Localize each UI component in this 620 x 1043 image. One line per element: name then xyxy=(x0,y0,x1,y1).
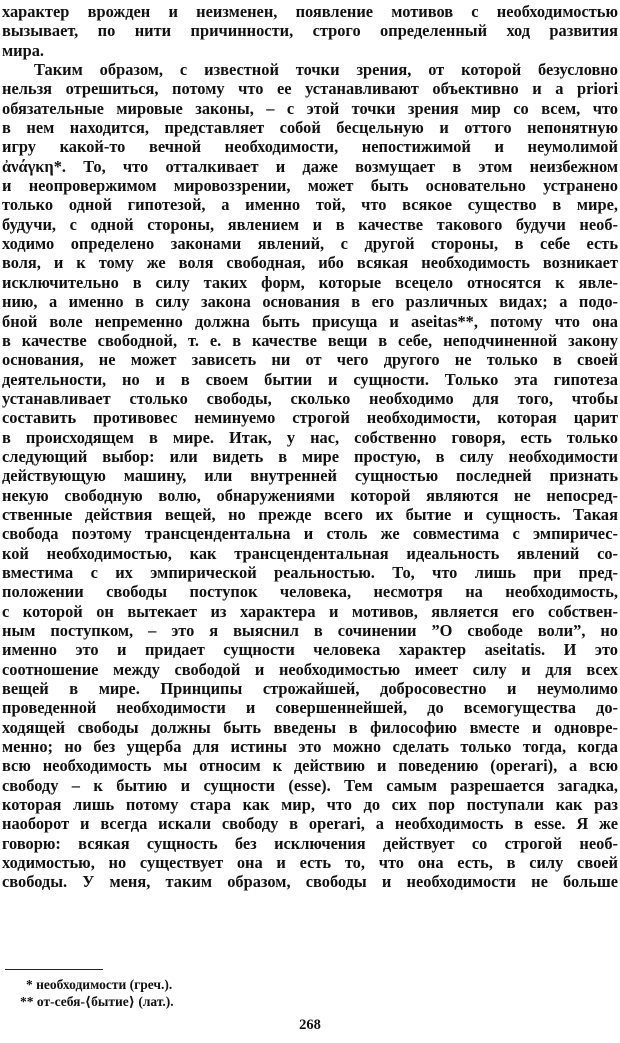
text-line: именно это и придает сущности человека характер aseitatis. И это xyxy=(2,640,618,660)
text-line: ным поступком, – это я выяснил в сочинении ”О свободе воли”, но xyxy=(2,621,618,640)
body-text xyxy=(2,2,618,892)
text-line: свободу – к бытию и сущности (esse). Тем самым разрешается загадка, xyxy=(2,775,618,795)
text-line: будучи, с одной стороны, явлением и в качестве такового будучи необ- xyxy=(2,214,618,234)
text-line: кой необходимостью, как трансцендентальная идеальность явлений со- xyxy=(2,543,618,563)
text-line: только одной гипотезой, а именно той, что всякое существо в мире, xyxy=(2,195,618,215)
text-line: ходимостью, но существует она и есть то, что она есть, в силу своей xyxy=(2,853,618,873)
text-line: характер врожден и неизменен, появление мотивов с необходимостью xyxy=(2,2,618,21)
text-line: следующий выбор: или видеть в мире простую, в силу необходимости xyxy=(2,446,618,466)
text-line: воля, и к тому же воля свободная, ибо всякая необходимость возникает xyxy=(2,253,618,273)
text-line: нию, а именно в силу закона основания в его различных видах; а подо- xyxy=(2,292,618,312)
text-line: положении свободы поступок человека, несмотря на необходимость, xyxy=(2,582,618,602)
text-line: вызывает, по нити причинности, строго определенный ход развития xyxy=(2,21,618,41)
footnote-2: ** от-себя-⟨бытие⟩ (лат.). xyxy=(20,994,174,1009)
text-line: исключительно в силу таких форм, которые всецело относятся к явле- xyxy=(2,272,618,292)
text-line: в происходящем в мире. Итак, у нас, собственно говоря, есть только xyxy=(2,427,618,447)
text-line: нельзя отрешиться, потому что ее устанавливают объективно и a priori xyxy=(2,79,618,99)
page-number: 268 xyxy=(299,1017,321,1033)
text-line: которая лишь потому стара как мир, что до сих пор поступали как раз xyxy=(2,795,618,815)
text-line: ходящей свободы должны быть введены в философию вместе и одновре- xyxy=(2,717,618,737)
footnote-divider xyxy=(5,969,103,970)
text-line: Таким образом, с известной точки зрения, от которой безусловно xyxy=(34,60,618,80)
text-line: обязательные мировые законы, – с этой точки зрения мир со всем, что xyxy=(2,98,618,118)
text-line: с которой он вытекает из характера и мотивов, является его собствен- xyxy=(2,601,618,621)
text-line: вещей в мире. Принципы строжайшей, добросовестно и неумолимо xyxy=(2,679,618,699)
text-line: менно; но без ущерба для истины это можно сделать только тогда, когда xyxy=(2,737,618,757)
text-line: основания, не может зависеть ни от чего другого не только в своей xyxy=(2,350,618,370)
footnote-1: * необходимости (греч.). xyxy=(26,977,173,992)
text-line: говорю: всякая сущность без исключения действует со строгой необ- xyxy=(2,833,618,853)
text-line: и неопровержимом мировоззрении, может быть основательно устранено xyxy=(2,176,618,196)
text-line: игру какой-то вечной необходимости, непостижимой и неумолимой xyxy=(2,137,618,157)
text-line: свобода поэтому трансцендентальна и столь же совместима с эмпиричес- xyxy=(2,524,618,544)
text-line: проведенной необходимости и совершеннейшей, до всемогущества до- xyxy=(2,698,618,718)
text-line: ходимо определено законами явлений, с другой стороны, в себе есть xyxy=(2,234,618,254)
text-line: свободы. У меня, таким образом, свободы и необходимости не больше xyxy=(2,872,618,892)
text-line: действующую машину, или внутренней сущностью последней признать xyxy=(2,466,618,486)
text-line: мира. xyxy=(2,40,45,60)
text-line: составить противовес неминуемо строгой необходимости, которая царит xyxy=(2,408,618,428)
text-line: всю необходимость мы относим к действию и поведению (operari), а всю xyxy=(2,756,618,776)
text-line: в нем находится, представляет собой бесцельную и оттого непонятную xyxy=(2,118,618,138)
text-line: бной воле непременно должна быть присуща и aseitas**, потому что она xyxy=(2,311,618,331)
text-line: деятельности, но и в своем бытии и сущности. Только эта гипотеза xyxy=(2,369,618,389)
text-line: в качестве свободной, т. е. в качестве вещи в себе, неподчиненной закону xyxy=(2,330,618,350)
text-line: ственные действия вещей, но прежде всего их бытие и сущность. Такая xyxy=(2,504,618,524)
text-line: устанавливает столько свободы, сколько необходимо для того, чтобы xyxy=(2,388,618,408)
text-line: ἀνάγκη*. То, что отталкивает и даже возмущает в этом неизбежном xyxy=(2,156,618,176)
text-line: наоборот и всегда искали свободу в operari, а необходимость в esse. Я же xyxy=(2,814,618,834)
text-line: вместима с их эмпирической реальностью. То, что лишь при пред- xyxy=(2,562,618,582)
text-line: соотношение между свободой и необходимостью имеет силу и для всех xyxy=(2,659,618,679)
text-line: некую свободную волю, обнаружениями которой являются не непосред- xyxy=(2,485,618,505)
